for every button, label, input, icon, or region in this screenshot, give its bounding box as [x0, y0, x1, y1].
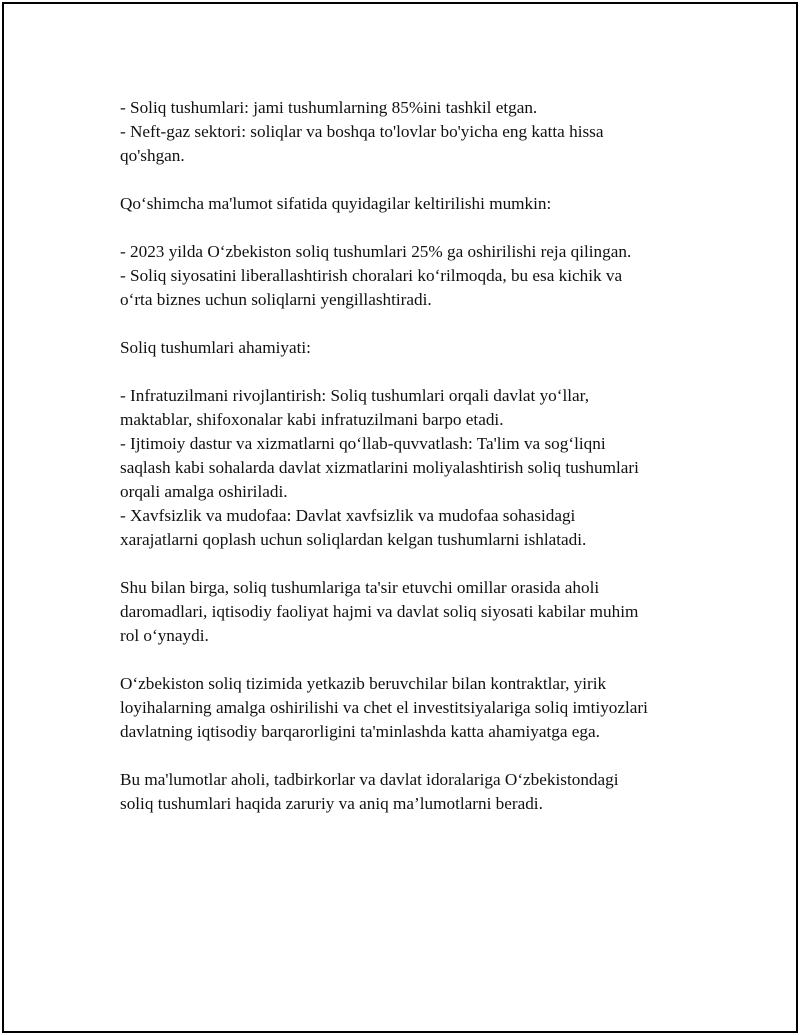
text-line: rol o‘ynaydi.	[120, 626, 209, 645]
text-line: saqlash kabi sohalarda davlat xizmatlarini moliyalashtirish soliq tushumlari	[120, 458, 639, 477]
paragraph-4	[120, 336, 680, 360]
text-line: maktablar, shifoxonalar kabi infratuzilmani barpo etadi.	[120, 410, 504, 429]
text-line: - Soliq siyosatini liberallashtirish choralari ko‘rilmoqda, bu esa kichik va	[120, 266, 623, 285]
text-line: Bu ma'lumotlar aholi, tadbirkorlar va davlat idoralariga O‘zbekistondagi	[120, 770, 619, 789]
text-line: loyihalarning amalga oshirilishi va chet el investitsiyalariga soliq imtiyozlari	[120, 698, 648, 717]
text-line: - 2023 yilda O‘zbekiston soliq tushumlari 25% ga oshirilishi reja qilingan.	[120, 242, 632, 261]
paragraph-gap	[120, 312, 680, 336]
text-line: - Neft-gaz sektori: soliqlar va boshqa to'lovlar bo'yicha eng katta hissa	[120, 122, 604, 141]
text-line: - Infratuzilmani rivojlantirish: Soliq tushumlari orqali davlat yo‘llar,	[120, 386, 589, 405]
paragraph-2	[120, 192, 680, 216]
paragraph-gap	[120, 360, 680, 384]
text-line: Qo‘shimcha ma'lumot sifatida quyidagilar keltirilishi mumkin:	[120, 194, 552, 213]
text-line: davlatning iqtisodiy barqarorligini ta'minlashda katta ahamiyatga ega.	[120, 722, 600, 741]
text-line: xarajatlarni qoplash uchun soliqlardan kelgan tushumlarni ishlatadi.	[120, 530, 587, 549]
text-line: orqali amalga oshiriladi.	[120, 482, 288, 501]
paragraph-6	[120, 576, 680, 648]
text-line: O‘zbekiston soliq tizimida yetkazib beruvchilar bilan kontraktlar, yirik	[120, 674, 607, 693]
text-line: - Ijtimoiy dastur va xizmatlarni qo‘llab-quvvatlash: Ta'lim va sog‘liqni	[120, 434, 606, 453]
text-line: daromadlari, iqtisodiy faoliyat hajmi va davlat soliq siyosati kabilar muhim	[120, 602, 639, 621]
paragraph-gap	[120, 648, 680, 672]
text-line: - Xavfsizlik va mudofaa: Davlat xavfsizlik va mudofaa sohasidagi	[120, 506, 576, 525]
paragraph-1	[120, 96, 680, 168]
page-frame	[2, 2, 798, 1033]
paragraph-3	[120, 240, 680, 312]
text-line: o‘rta biznes uchun soliqlarni yengillashtiradi.	[120, 290, 432, 309]
paragraph-7	[120, 672, 680, 744]
text-line: - Soliq tushumlari: jami tushumlarning 85%ini tashkil etgan.	[120, 98, 538, 117]
paragraph-gap	[120, 168, 680, 192]
text-line: soliq tushumlari haqida zaruriy va aniq ma’lumotlarni beradi.	[120, 794, 543, 813]
paragraph-gap	[120, 552, 680, 576]
text-line: Soliq tushumlari ahamiyati:	[120, 338, 311, 357]
document-body	[120, 96, 680, 816]
text-line: qo'shgan.	[120, 146, 185, 165]
paragraph-gap	[120, 216, 680, 240]
paragraph-8	[120, 768, 680, 816]
paragraph-gap	[120, 744, 680, 768]
text-line: Shu bilan birga, soliq tushumlariga ta'sir etuvchi omillar orasida aholi	[120, 578, 600, 597]
paragraph-5	[120, 384, 680, 552]
